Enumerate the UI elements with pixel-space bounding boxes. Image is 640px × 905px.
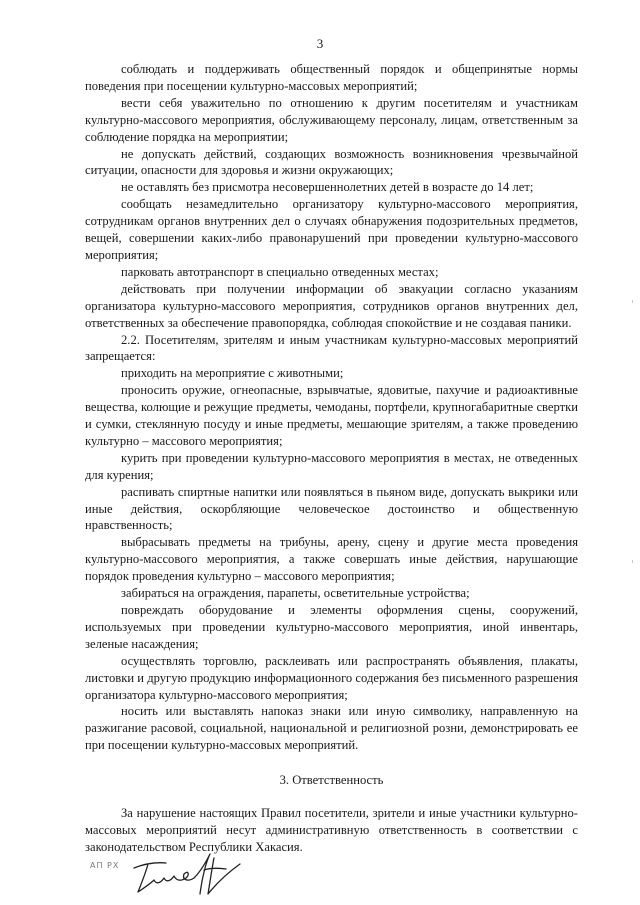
page-number: 3 xyxy=(316,36,324,51)
paragraph-respect-others: вести себя уважительно по отношению к другим посетителям и участникам культурно-массового мероприятия, обслуживающему персоналу, лицам, ответственным за соблюдение порядка на мероприятии; xyxy=(85,95,578,144)
paragraph-observe-order: соблюдать и поддерживать общественный порядок и общепринятые нормы поведения при посещении культурно-массовых мероприятий; xyxy=(85,62,578,93)
prohibition-item: забираться на ограждения, парапеты, осветительные устройства; xyxy=(121,586,470,601)
scan-artifact xyxy=(632,560,633,563)
prohibition-item: носить или выставлять напоказ знаки или иную символику, направленную на разжигание расовой, социальной, национальной и религиозной розни, демонстрировать ее при посещении культурно-массовых мероприятий. xyxy=(85,704,578,753)
paragraph-report: сообщать незамедлительно организатору культурно-массового мероприятия, сотрудникам органов внутренних дел о случаях обнаружения подозрительных предметов, вещей, совершении каких-либо правонарушений при проведении культурно-массового мероприятия; xyxy=(85,197,578,262)
prohibition-item: повреждать оборудование и элементы оформления сцены, сооружений, используемых при проведении культурно-массового мероприятия, иной инвентарь, зеленые насаждения; xyxy=(85,603,578,651)
paragraph-evacuation: действовать при получении информации об эвакуации согласно указаниям организатора культурно-массового мероприятия, сотрудников органов внутренних дел, ответственных за обеспечение правопорядка, соблюдая спокойствие и не создавая паники. xyxy=(85,281,578,330)
prohibition-item: приходить на мероприятие с животными; xyxy=(121,366,344,381)
scan-artifact xyxy=(632,300,633,303)
clause-2-2-intro: 2.2. Посетителям, зрителям и иным участникам культурно-массовых мероприятий запрещается: xyxy=(85,332,578,364)
paragraph-no-emergency: не допускать действий, создающих возможность возникновения чрезвычайной ситуации, опасности для здоровья и жизни окружающих; xyxy=(85,146,578,178)
section-3-text: За нарушение настоящих Правил посетители, зрители и иные участники культурно-массовых мероприятий несут административную ответственность в соответствии с законодательством Республики Хакасия. xyxy=(85,806,578,854)
signature xyxy=(130,848,250,898)
section-3-heading: 3. Ответственность xyxy=(279,773,384,788)
archive-mark: АП РХ xyxy=(90,861,120,870)
prohibition-item: выбрасывать предметы на трибуны, арену, сцену и другие места проведения культурно-массового мероприятия, а также совершать иные действия, нарушающие порядок проведения культурно – массового мероприятия; xyxy=(85,535,578,584)
prohibition-item: осуществлять торговлю, расклеивать или распространять объявления, плакаты, листовки и другую продукцию информационного содержания без письменного разрешения организатора культурно-массового мероприятия; xyxy=(85,653,578,702)
prohibition-item: распивать спиртные напитки или появляться в пьяном виде, допускать выкрики или иные действия, оскорбляющие человеческое достоинство и общественную нравственность; xyxy=(85,484,578,533)
prohibition-item: проносить оружие, огнеопасные, взрывчатые, ядовитые, пахучие и радиоактивные вещества, колющие и режущие предметы, чемоданы, портфели, крупногабаритные свертки и сумки, стеклянную посуду и иные предметы, мешающие зрителям, а также проведению культурно – массового мероприятия; xyxy=(85,383,578,448)
prohibition-item: курить при проведении культурно-массового мероприятия в местах, не отведенных для курения; xyxy=(85,450,578,482)
paragraph-parking: парковать автотранспорт в специально отведенных местах; xyxy=(121,264,439,279)
paragraph-children: не оставлять без присмотра несовершеннолетних детей в возрасте до 14 лет; xyxy=(121,180,534,195)
document-body xyxy=(85,61,578,856)
